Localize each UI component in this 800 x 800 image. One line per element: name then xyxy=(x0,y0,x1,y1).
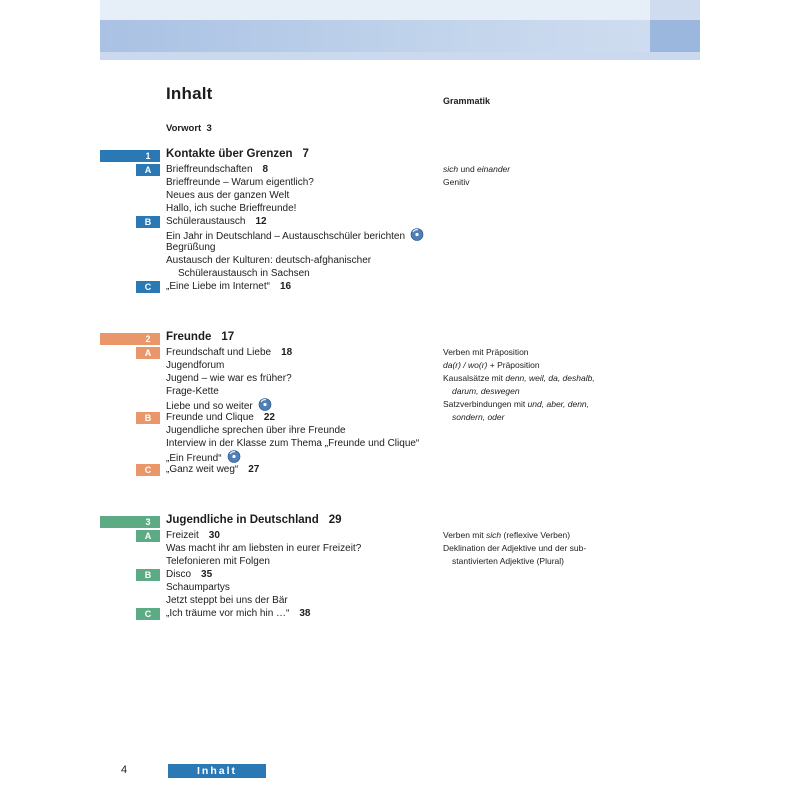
topic-text: Begrüßung xyxy=(166,242,216,253)
header-band-gradient xyxy=(100,20,700,52)
topic-text: Interview in der Klasse zum Thema „Freunde und Clique“ xyxy=(166,438,420,449)
chapter-number-box: 2 xyxy=(136,333,160,345)
chapter-page: 7 xyxy=(302,148,309,160)
topic-text: Frage-Kette xyxy=(166,386,219,397)
section-title: Disco xyxy=(166,569,192,580)
header-band-accent xyxy=(650,20,700,52)
section-letter-box: C xyxy=(136,608,160,620)
section-page: 27 xyxy=(248,464,260,475)
chapter-number-box: 1 xyxy=(136,150,160,162)
topic-text: Schaumpartys xyxy=(166,582,230,593)
grammar-note: da(r) / wo(r) + Präposition xyxy=(443,360,540,370)
grammar-note: darum, deswegen xyxy=(452,386,520,396)
topic-text: Liebe und so weiter xyxy=(166,401,253,413)
chapter-page: 17 xyxy=(221,331,235,343)
section-letter-box: B xyxy=(136,216,160,228)
grammar-note: Deklination der Adjektive und der sub- xyxy=(443,543,587,553)
grammar-note: stantivierten Adjektive (Plural) xyxy=(452,556,564,566)
section-letter-box: A xyxy=(136,530,160,542)
section-letter-box: C xyxy=(136,281,160,293)
section-page: 16 xyxy=(279,281,292,292)
section-title: „Ich träume vor mich hin …“ xyxy=(166,608,290,619)
page-number: 4 xyxy=(121,764,128,776)
grammar-note: Kausalsätze mit denn, weil, da, deshalb, xyxy=(443,373,595,383)
topic-text: Austausch der Kulturen: deutsch-afghanischer xyxy=(166,255,372,266)
topic-text: Was macht ihr am liebsten in eurer Freizeit? xyxy=(166,543,362,554)
section-letter-box: A xyxy=(136,164,160,176)
topic-text: Hallo, ich suche Brieffreunde! xyxy=(166,203,297,214)
page-title: Inhalt xyxy=(166,84,213,103)
topic-text: Neues aus der ganzen Welt xyxy=(166,190,290,201)
chapter-title: Kontakte über Grenzen xyxy=(166,148,293,160)
topic-text: Jugendliche sprechen über ihre Freunde xyxy=(166,425,346,436)
topic-text: Telefonieren mit Folgen xyxy=(166,556,270,567)
section-title: „Ganz weit weg“ xyxy=(166,464,239,475)
cd-icon[interactable] xyxy=(410,228,424,245)
header-band-top xyxy=(100,0,700,20)
foreword-entry[interactable] xyxy=(166,123,212,134)
chapter-number-box: 3 xyxy=(136,516,160,528)
section-title: „Eine Liebe im Internet“ xyxy=(166,281,270,292)
grammar-note: sich und einander xyxy=(443,164,511,174)
topic-text: Schüleraustausch in Sachsen xyxy=(178,268,310,279)
section-page: 12 xyxy=(255,216,267,227)
header-band-bottom xyxy=(100,52,700,60)
grammar-note: sondern, oder xyxy=(452,412,505,422)
section-letter-box: B xyxy=(136,569,160,581)
topic-text: „Ein Freund“ xyxy=(166,453,222,465)
foreword-label: Vorwort xyxy=(166,123,202,134)
topic-text: Jetzt steppt bei uns der Bär xyxy=(166,595,288,606)
section-letter-box: C xyxy=(136,464,160,476)
topic-text: Ein Jahr in Deutschland – Austauschschüler berichten xyxy=(166,231,406,243)
section-title: Freizeit xyxy=(166,530,199,541)
header-band xyxy=(100,0,700,60)
header-band-accent-top xyxy=(650,0,700,20)
grammar-note: Satzverbindungen mit und, aber, denn, xyxy=(443,399,590,409)
topic-text: Jugendforum xyxy=(166,360,225,371)
grammar-note: Genitiv xyxy=(443,177,470,187)
section-letter-box: A xyxy=(136,347,160,359)
section-page: 22 xyxy=(263,412,275,423)
section-letter-box: B xyxy=(136,412,160,424)
topic-text: Brieffreunde – Warum eigentlich? xyxy=(166,177,314,188)
chapter-page: 29 xyxy=(328,514,342,526)
topic-text: Jugend – wie war es früher? xyxy=(166,373,292,384)
section-title: Freundschaft und Liebe xyxy=(166,347,272,358)
grammar-note: Verben mit Präposition xyxy=(443,347,529,357)
section-title: Freunde und Clique xyxy=(166,412,254,423)
grammar-heading: Grammatik xyxy=(443,96,491,106)
chapter-title: Freunde xyxy=(166,331,212,343)
section-page: 38 xyxy=(299,608,311,619)
section-title: Schüleraustausch xyxy=(166,216,246,227)
section-page: 35 xyxy=(201,569,213,580)
grammar-note: Verben mit sich (reflexive Verben) xyxy=(443,530,571,540)
section-page: 30 xyxy=(208,530,220,541)
section-page: 18 xyxy=(281,347,293,358)
foreword-page: 3 xyxy=(206,123,212,134)
section-page: 8 xyxy=(262,164,269,175)
chapter-title: Jugendliche in Deutschland xyxy=(166,514,319,526)
section-title: Brieffreundschaften xyxy=(166,164,253,175)
section-tab: Inhalt xyxy=(168,764,266,778)
